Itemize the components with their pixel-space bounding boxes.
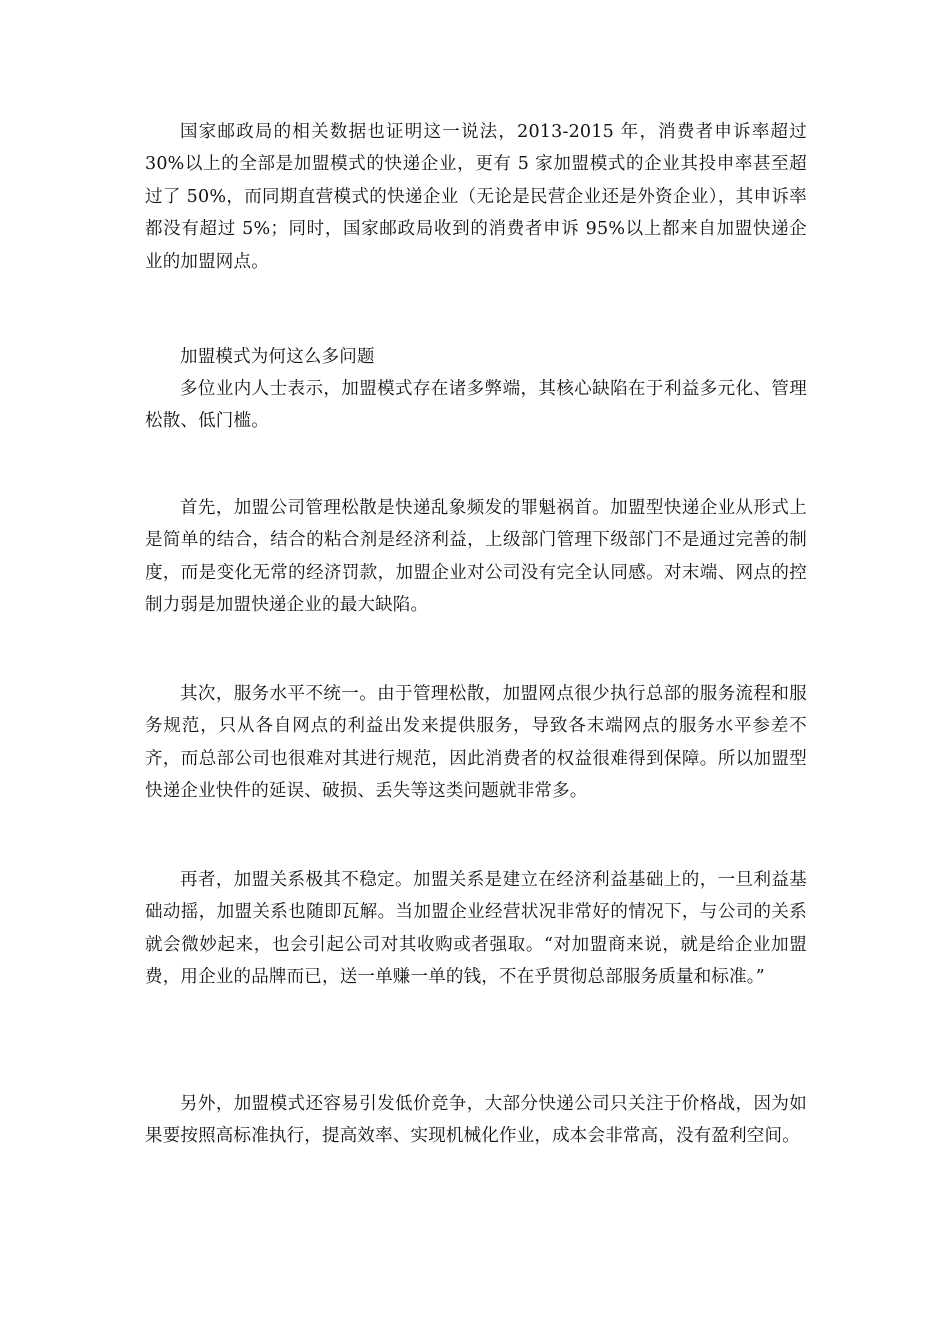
paragraph-fourth-point: 另外，加盟模式还容易引发低价竞争，大部分快递公司只关注于价格战，因为如果要按照高标准执行，提高效率、实现机械化作业，成本会非常高，没有盈利空间。 — [145, 1094, 807, 1147]
paragraph-first-point: 首先，加盟公司管理松散是快递乱象频发的罪魁祸首。加盟型快递企业从形式上是简单的结合，结合的粘合剂是经济利益，上级部门管理下级部门不是通过完善的制度，而是变化无常的经济罚款，加盟企业对公司没有完全认同感。对末端、网点的控制力弱是加盟快递企业的最大缺陷。 — [145, 498, 807, 616]
paragraph-postal-data: 国家邮政局的相关数据也证明这一说法，2013-2015 年，消费者申诉率超过30%以上的全部是加盟模式的快递企业，更有 5 家加盟模式的企业其投申率甚至超过了 50%，而同期直营模式的快递企业（无论是民营企业还是外资企业），其申诉率都没有超过 5%；同时，国家邮政局收到的消费者申诉 95%以上都来自加盟快递企业的加盟网点。 — [145, 122, 807, 272]
paragraph-third-point: 再者，加盟关系极其不稳定。加盟关系是建立在经济利益基础上的，一旦利益基础动摇，加盟关系也随即瓦解。当加盟企业经营状况非常好的情况下，与公司的关系就会微妙起来，也会引起公司对其收购或者强取。“对加盟商来说，就是给企业加盟费，用企业的品牌而已，送一单赚一单的钱，不在乎贯彻总部服务质量和标准。” — [145, 870, 807, 988]
paragraph-industry-views: 多位业内人士表示，加盟模式存在诸多弊端，其核心缺陷在于利益多元化、管理松散、低门槛。 — [145, 379, 807, 432]
section-heading: 加盟模式为何这么多问题 — [180, 347, 375, 367]
paragraph-second-point: 其次，服务水平不统一。由于管理松散，加盟网点很少执行总部的服务流程和服务规范，只从各自网点的利益出发来提供服务，导致各末端网点的服务水平参差不齐，而总部公司也很难对其进行规范，因此消费者的权益很难得到保障。所以加盟型快递企业快件的延误、破损、丢失等这类问题就非常多。 — [145, 684, 807, 802]
